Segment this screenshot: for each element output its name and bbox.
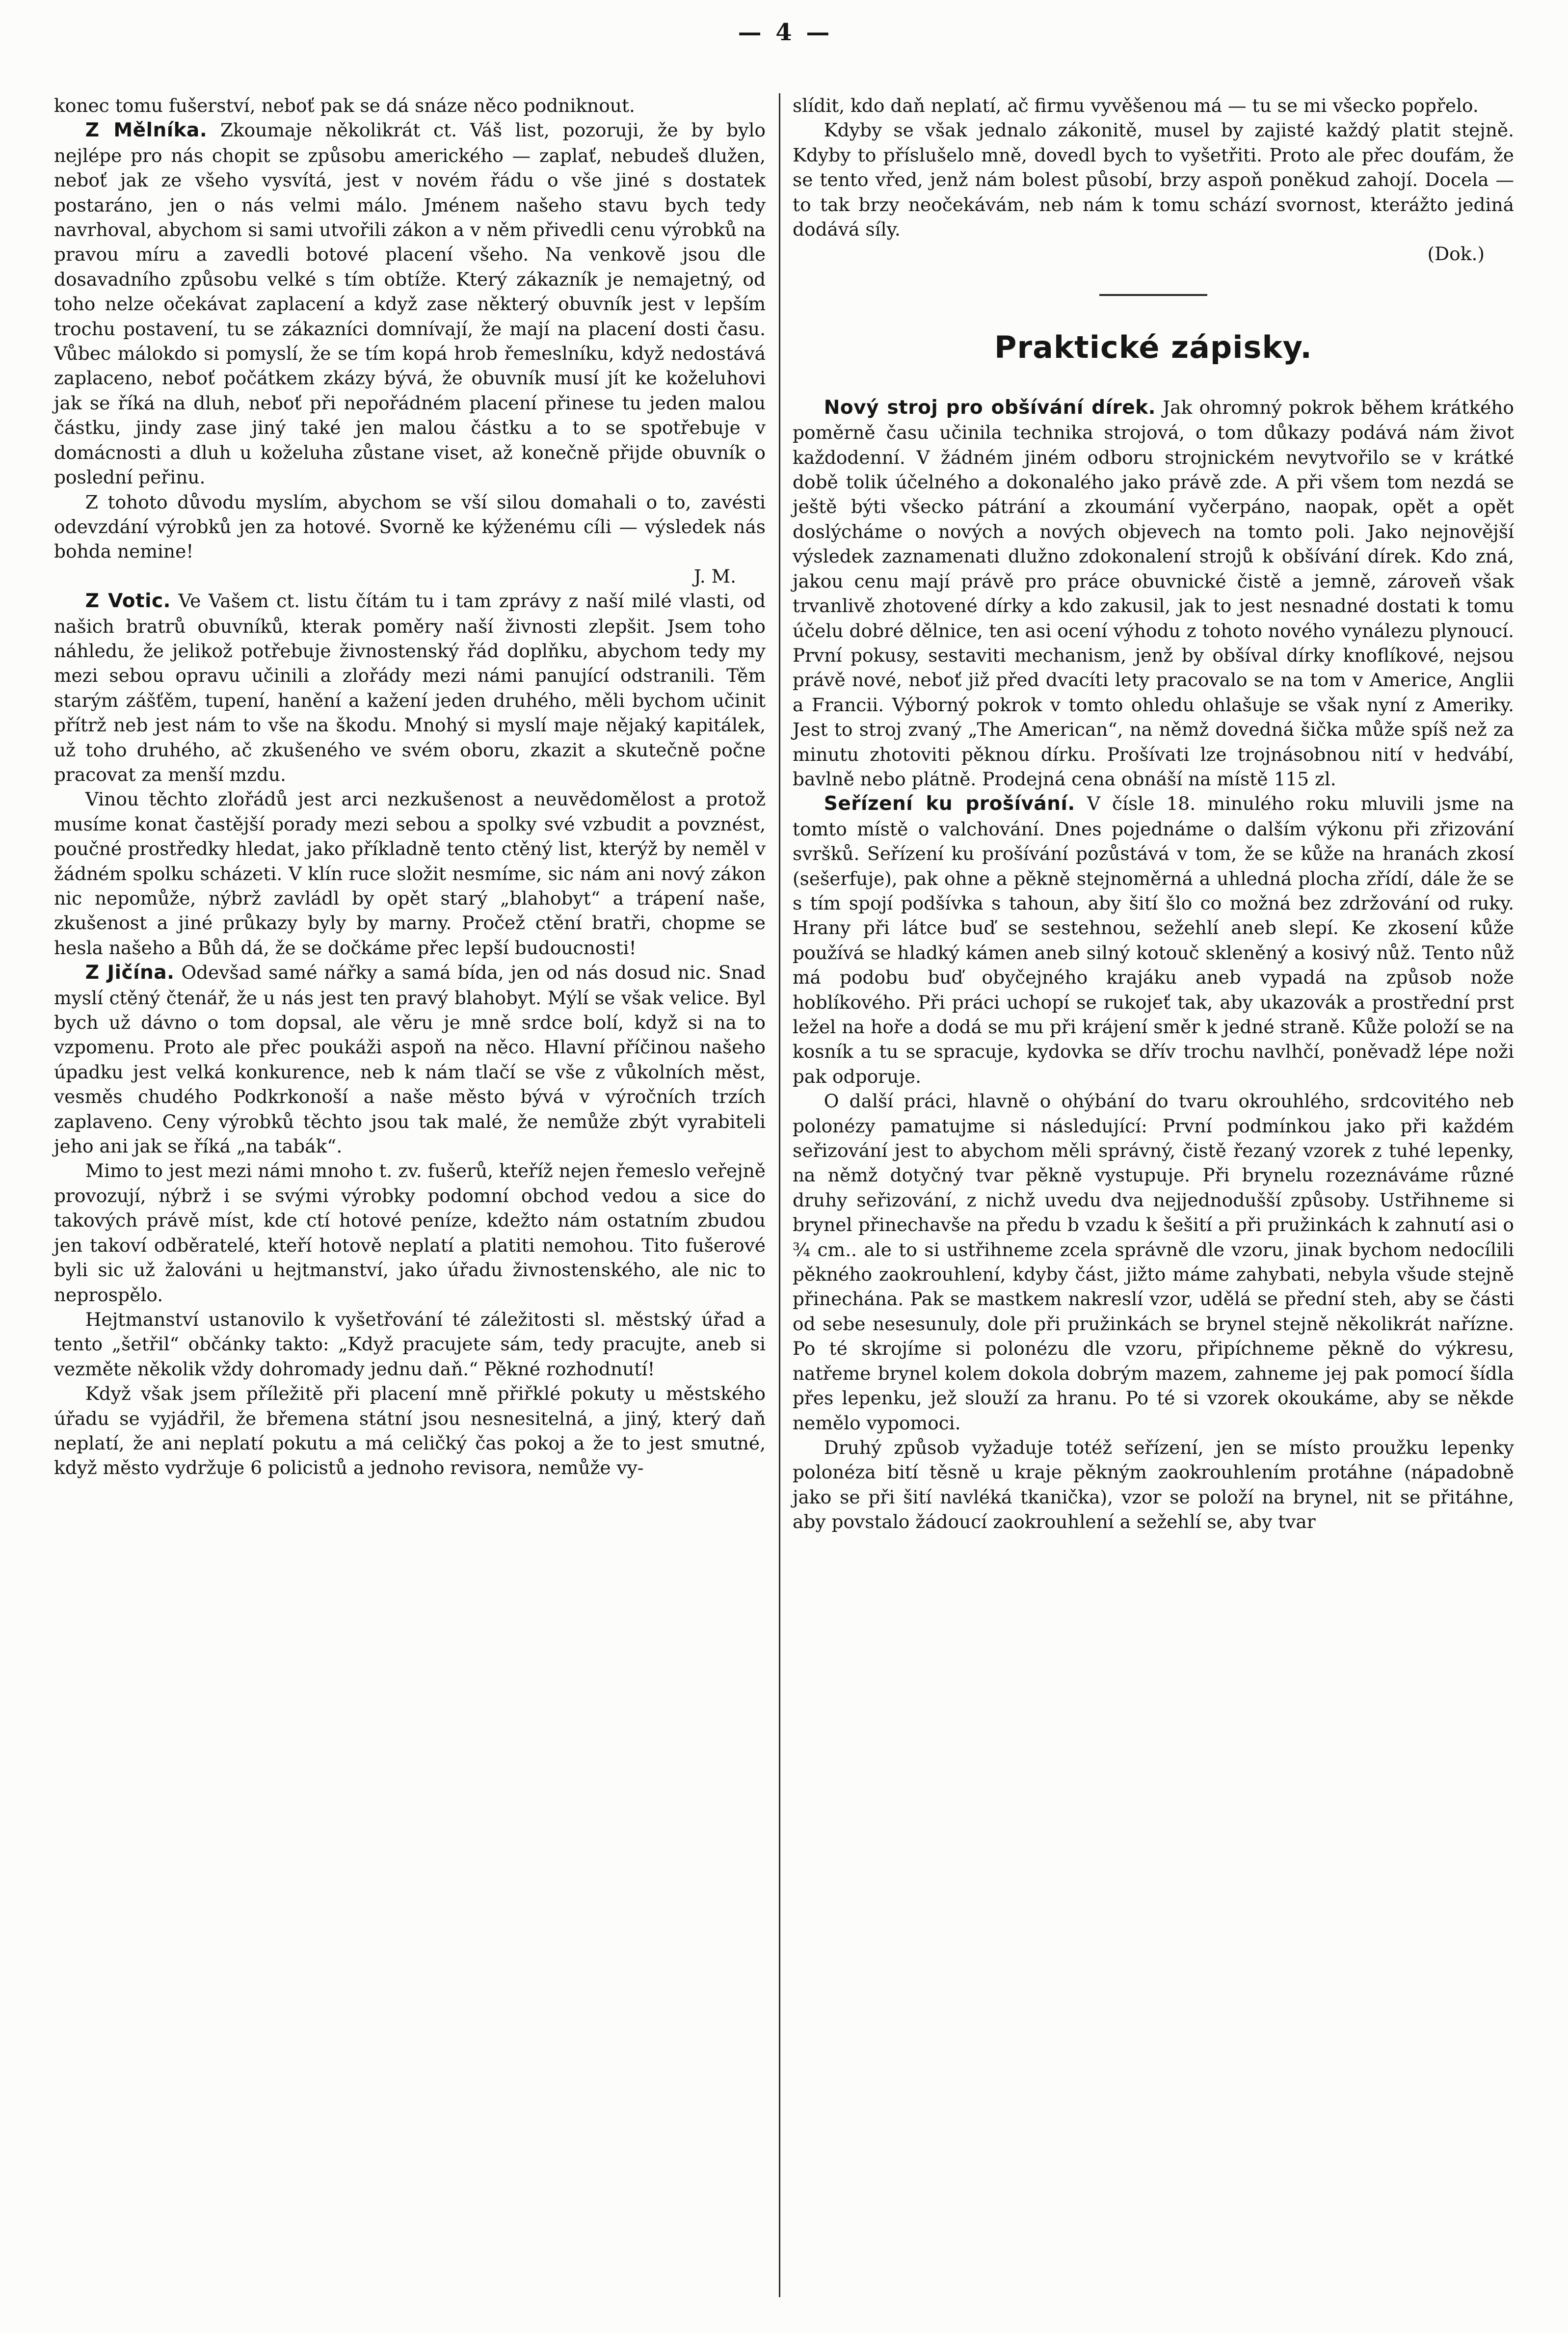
paragraph-text: Zkoumaje několikrát ct. Váš list, pozoruji, že by bylo nejlépe pro nás chopit se způsobu amerického — zaplať, nebudeš dlužen, neboť jak ze všeho vysvítá, jest v novém řádu o vše jiné s dostatek postaráno, jen o nás velmi málo. Jménem našeho stavu bych tedy navrhoval, abychom si sami utvořili zákon a v něm přivedli cenu výrobků na pravou míru a zavedli botové placení všeho. Na venkově jsou dle dosavadního způsobu velké s tím obtíže. Který zákazník je nemajetný, od toho nelze očekávat zaplacení a když zase některý obuvník jest v lepším trochu postavení, tu se zákazníci domnívají, že mají na placení dosti času. Vůbec málokdo si pomyslí, že se tím kopá hrob řemeslníku, když nedostává zaplaceno, neboť počátkem zkázy bývá, že obuvník musí jít ke koželuhovi jak se říká na dluh, neboť při nepořádném placení přinese tu jeden malou částku, jindy zase jiný také jen malou částku a to se spotřebuje v domácnosti a dluh u koželuha zůstane viset, až konečně přijde obuvník o poslední peřinu. bbox=[54, 119, 766, 488]
paragraph-text: Z tohoto důvodu myslím, abychom se vší silou domahali o to, zavésti odevzdání výrobků jen za hotové. Svorně ke kýženému cíli — výsledek nás bohda nemine! bbox=[54, 491, 766, 563]
paragraph-text: Když však jsem příležitě při placení mně přiřklé pokuty u městského úřadu se vyjádřil, že břemena státní jsou nesnesitelná, a jiný, který daň neplatí, že ani neplatí pokutu a má celičký čas pokoj a že to jest smutné, když město vydržuje 6 policistů a jednoho revisora, nemůže vy- bbox=[54, 1383, 766, 1479]
subheading: Z Votic. bbox=[85, 590, 171, 613]
paragraph bbox=[54, 490, 766, 564]
paragraph-text: konec tomu fušerství, neboť pak se dá snáze něco podniknout. bbox=[54, 95, 635, 116]
paragraph-text: slídit, kdo daň neplatí, ač firmu vyvěšenou má — tu se mi všecko popřelo. bbox=[793, 95, 1479, 116]
paragraph bbox=[54, 960, 766, 1158]
paragraph bbox=[54, 1381, 766, 1480]
subheading: Nový stroj pro obšívání dírek. bbox=[824, 396, 1156, 419]
paragraph-text: Odevšad samé nářky a samá bída, jen od nás dosud nic. Snad myslí ctěný čtenář, že u nás jest ten pravý blahobyt. Mýlí se však velice. Byl bych už dávno o tom dopsal, ale věru je mně srdce bolí, když si na to vzpomenu. Proto ale přec poukáži aspoň na něco. Hlavní příčinou našeho úpadku jest velká konkurence, neb k nám tlačí se vše z vůkolních měst, vesměs chudého Podkrkonoší a naše město bývá v výročních trzích zaplaveno. Ceny výrobků těchto jsou tak malé, že nemůže zbýt vyrabiteli jeho ani jak se říká „na tabák“. bbox=[54, 962, 766, 1157]
section-title: Praktické zápisky. bbox=[994, 329, 1312, 365]
subheading: Z Jičína. bbox=[85, 962, 175, 984]
paragraph-text: Kdyby se však jednalo zákonitě, musel by zajisté každý platit stejně. Kdyby to příslušelo mně, dovedl bych to vyšetřiti. Proto ale přec doufám, že se tento vřed, jenž nám bolest působí, brzy aspoň poněkud zahojí. Docela — to tak brzy neočekávám, neb nám k tomu schází svornost, kterážto jediná dodává síly. bbox=[793, 119, 1514, 241]
paragraph bbox=[793, 93, 1514, 118]
paragraph-text: Druhý způsob vyžaduje totéž seřízení, jen se místo proužku lepenky polonéza bití těsně u kraje pěkným zaokrouhlením protáhne (nápadobně jako se při šití navléká tkanička), vzor se položí na brynel, nit se přitáhne, aby povstalo žádoucí zaokrouhlení a sežehlí se, aby tvar bbox=[793, 1436, 1514, 1533]
paragraph-text: Vinou těchto zlořádů jest arci nezkušenost a neuvědomělost a protož musíme konat častější porady mezi sebou a spolky své vzbudit a povznést, poučné prostředky hledat, jako příkladně tento ctěný list, kterýž by neměl v žádném spolku scházeti. V klín ruce složit nesmíme, sic nám ani nový zákon nic nepomůže, nýbrž zavládl by opět starý „blahobyt“ a trápení naše, zkušenost a jiné průkazy byly by marny. Pročež ctění bratři, chopme se hesla našeho a Bůh dá, že se dočkáme přec lepší budoucnosti! bbox=[54, 788, 766, 959]
right-column-bottom bbox=[793, 395, 1514, 1534]
subheading: Seřízení ku prošívání. bbox=[824, 793, 1075, 815]
paragraph bbox=[793, 791, 1514, 1089]
column-divider bbox=[779, 93, 780, 2297]
paragraph bbox=[793, 118, 1514, 241]
page-number: — 4 — bbox=[738, 19, 833, 46]
paragraph bbox=[793, 1435, 1514, 1534]
signature: J. M. bbox=[693, 565, 736, 587]
paragraph-text: O další práci, hlavně o ohýbání do tvaru okrouhlého, srdcovitého neb polonézy pamatujme si následující: První podmínkou jako při každém seřizování jest to abychom měli správný, čistě řezaný vzorek z tuhé lepenky, na němž dotyčný tvar pěkně vystupuje. Při brynelu rozeznáváme různé druhy seřizování, z nichž uvedu dva nejjednodušší způsoby. Ustřihneme si brynel přinechavše na předu b vzadu k šešití a při pružinkách k zahnutí asi o ¾ cm.. ale to si ustřihneme zcela správně dle vzoru, jinak bychom nedocílili pěkného zaokrouhlení, kdyby část, jižto máme zahybati, nebyla všude stejně přinechána. Pak se mastkem nakreslí vzor, udělá se přední steh, aby se části od sebe nesesunuly, dole při pružinkách se brynel stejně několikrát nařízne. Po té skrojíme si polonézu dle vzoru, připíchneme pěkně do výkresu, natřeme brynel kolem dokola dobrým mazem, zahneme jej pak pomocí šídla přes lepenku, jež slouží za hranu. Po té si vzorek okoukáme, aby se někde nemělo vypomoci. bbox=[793, 1090, 1514, 1434]
signature-dok: (Dok.) bbox=[1427, 243, 1485, 265]
right-column-top bbox=[793, 93, 1514, 241]
paragraph bbox=[54, 589, 766, 787]
paragraph bbox=[54, 1307, 766, 1381]
paragraph bbox=[54, 1158, 766, 1307]
paragraph-text: Jak ohromný pokrok během krátkého poměrně času učinila technika strojová, o tom důkazy podává nám život každodenní. V žádném jiném odboru strojnickém nevytvořilo se v krátké době tolik účelného a dokonalého jako právě zde. A při všem tom nezdá se ještě býti všecko pátrání a zkoumání vyčerpáno, naopak, opět a opět doslýcháme o nových a nových objevech na tomto poli. Jako nejnovější výsledek zaznamenati dlužno zdokonalení strojů k obšívání dírek. Kdo zná, jakou cenu mají právě pro práce obuvnické čistě a jemně, zároveň však trvanlivě zhotovené dírky a kdo zakusil, jak to jest nesnadné dostati k tomu účelu dobré dělnice, ten asi ocení výhodu z tohoto nového vynálezu plynoucí. První pokusy, sestaviti mechanism, jenž by obšíval dírky knoflíkové, nejsou právě nové, neboť již před dvacíti lety pracovalo se na tom v Americe, Anglii a Francii. Výborný pokrok v tomto ohledu ohlašuje se však nyní z Ameriky. Jest to stroj zvaný „The American“, na němž dovedná šička může spíš než za minutu zhotoviti pěknou dírku. Prošívati lze trojnásobnou nití v hedvábí, bavlně nebo plátně. Prodejná cena obnáší na místě 115 zl. bbox=[793, 396, 1514, 790]
paragraph-text: V čísle 18. minulého roku mluvili jsme na tomto místě o valchování. Dnes pojednáme o dalším výkonu při zřizování svršků. Seřízení ku prošívání pozůstává v tom, že se kůže na hranách zkosí (sešerfuje), pak ohne a pěkně stejnoměrná a uhledná plocha zřídí, dále že se s tím spojí podšívka s tahoun, aby šití šlo co možná bez zdržování od ruky. Hrany při látce buď se sestehnou, sežehlí aneb slepí. Ke zkosení kůže používá se hladký kámen aneb silný kotouč skleněný a kosivý nůž. Tento nůž má podobu buď obyčejného krajáku aneb vypadá na způsob nože hoblíkového. Při práci uchopí se rukojeť tak, aby ukazovák a prostřední prst ležel na hoře a dodá se mu při krájení směr k jedné straně. Kůže položí se na kosník a tu se spracuje, kydovka se dřív trochu navlhčí, poněvadž lépe noži pak odporuje. bbox=[793, 793, 1515, 1087]
left-column bbox=[54, 93, 766, 1480]
paragraph-text: Mimo to jest mezi námi mnoho t. zv. fušerů, kteříž nejen řemeslo veřejně provozují, nýbrž i se svými výrobky podomní obchod vedou a sice do takových právě míst, kde ctí hotové peníze, kdežto nám ostatním zbudou jen takoví odběratelé, kteří hotově neplatí a platiti nemohou. Tito fušerové byli sic už žalováni u hejtmanství, jako úřadu živnostenského, ale nic to neprospělo. bbox=[54, 1160, 766, 1306]
section-divider bbox=[1099, 294, 1207, 296]
right-column bbox=[793, 93, 1514, 1534]
paragraph bbox=[54, 787, 766, 960]
paragraph bbox=[54, 93, 766, 118]
paragraph-text: Ve Vašem ct. listu čítám tu i tam zprávy z naší milé vlasti, od našich bratrů obuvníků, kterak poměry naší živnosti zlepšit. Jsem toho náhledu, že jelikož potřebuje živnostenský řád doplňku, abychom tedy my mezi sebou opravu učinili a zlořády mezi námi panující odstranili. Těm starým zášťěm, tupení, hanění a kažení jeden druhého, měli bychom učinit přítrž neb jest nám to vše na škodu. Mnohý si myslí maje nějaký kapitálek, už toho druhého, ač zkušeného ve svém oboru, zkazit a skutečně počne pracovat za menší mzdu. bbox=[54, 590, 766, 785]
paragraph bbox=[793, 395, 1514, 792]
subheading: Z Mělníka. bbox=[85, 119, 208, 142]
paragraph bbox=[54, 118, 766, 489]
paragraph-text: Hejtmanství ustanovilo k vyšetřování té záležitosti sl. městský úřad a tento „šetřil“ občánky takto: „Když pracujete sám, tedy pracujte, aneb si vezměte několik vždy dohromady jednu daň.“ Pěkné rozhodnutí! bbox=[54, 1308, 766, 1380]
paragraph bbox=[793, 1089, 1514, 1435]
